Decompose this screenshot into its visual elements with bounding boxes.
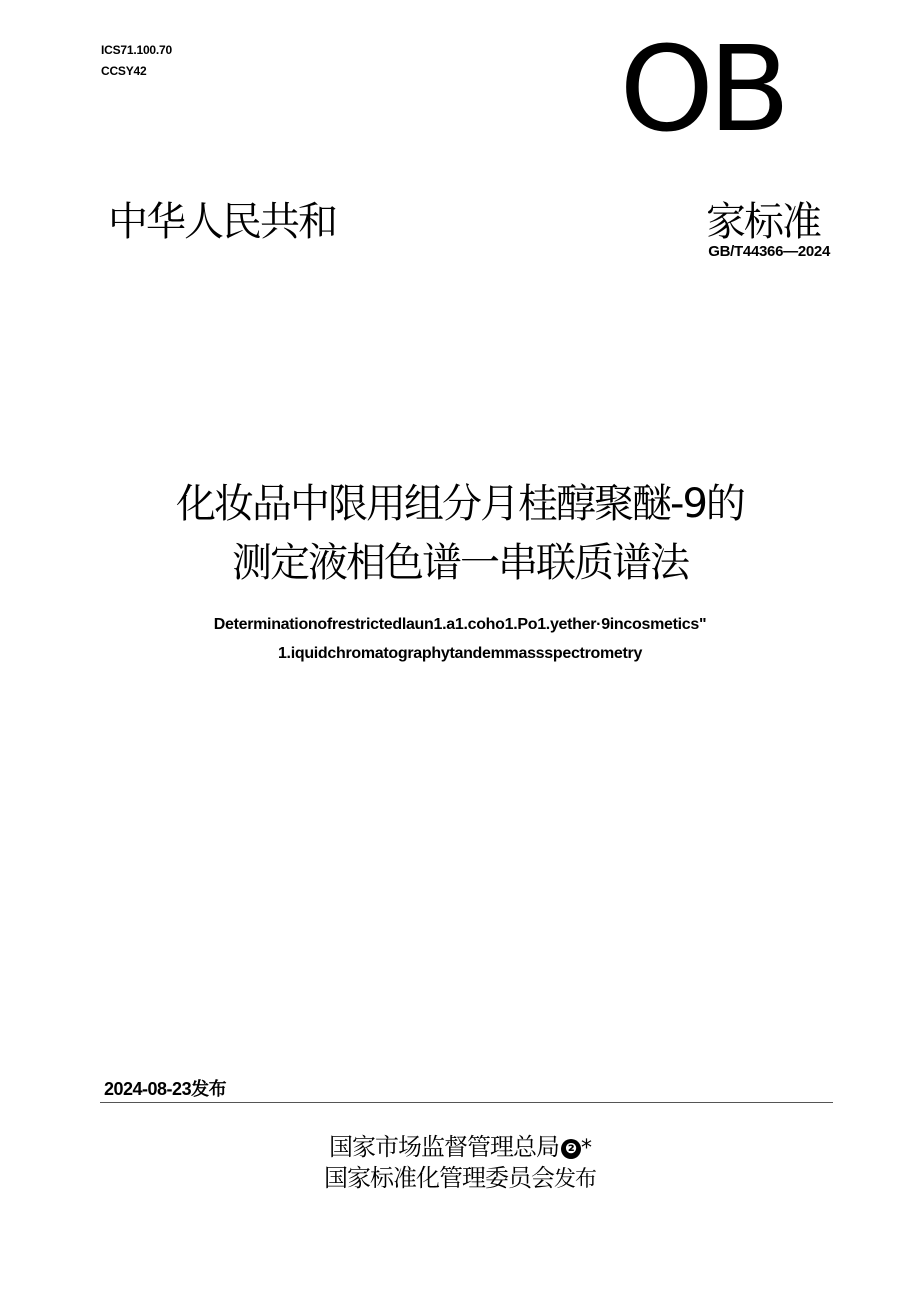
standard-name-right: 家标准 (706, 199, 820, 245)
seal-mark-icon: ❷ (561, 1139, 581, 1159)
divider-line (100, 1102, 833, 1103)
ics-code: ICS71.100.70 (101, 43, 172, 57)
publish-date: 2024-08-23发布 (104, 1079, 227, 1099)
issuer-name-1: 国家市场监督管理总局 (329, 1133, 559, 1161)
issuer-line2-tail: 发布 (553, 1167, 596, 1192)
ccs-code: CCSY42 (101, 64, 147, 78)
issuer-line2 (0, 1158, 920, 1193)
document-title-line1: 化妆品中限用组分月桂醇聚醚-9的 (176, 481, 744, 527)
issuer-line1 (0, 1127, 920, 1162)
gb-logo: OB (619, 20, 785, 158)
english-title-line2: 1.iquidchromatographytandemmassspectrometry (277, 645, 643, 662)
standard-name-left: 中华人民共和 (108, 199, 336, 245)
document-title-line2: 测定液相色谱一串联质谱法 (232, 540, 688, 586)
english-title-line1: Determinationofrestrictedlaun1.a1.coho1.Po1.yether·9incosmetics" (213, 616, 707, 633)
issuer-line1-tail: * (581, 1136, 591, 1161)
standard-code: GB/T44366—2024 (708, 243, 830, 260)
issuer-name-2: 国家标准化管理委员会 (323, 1164, 554, 1192)
